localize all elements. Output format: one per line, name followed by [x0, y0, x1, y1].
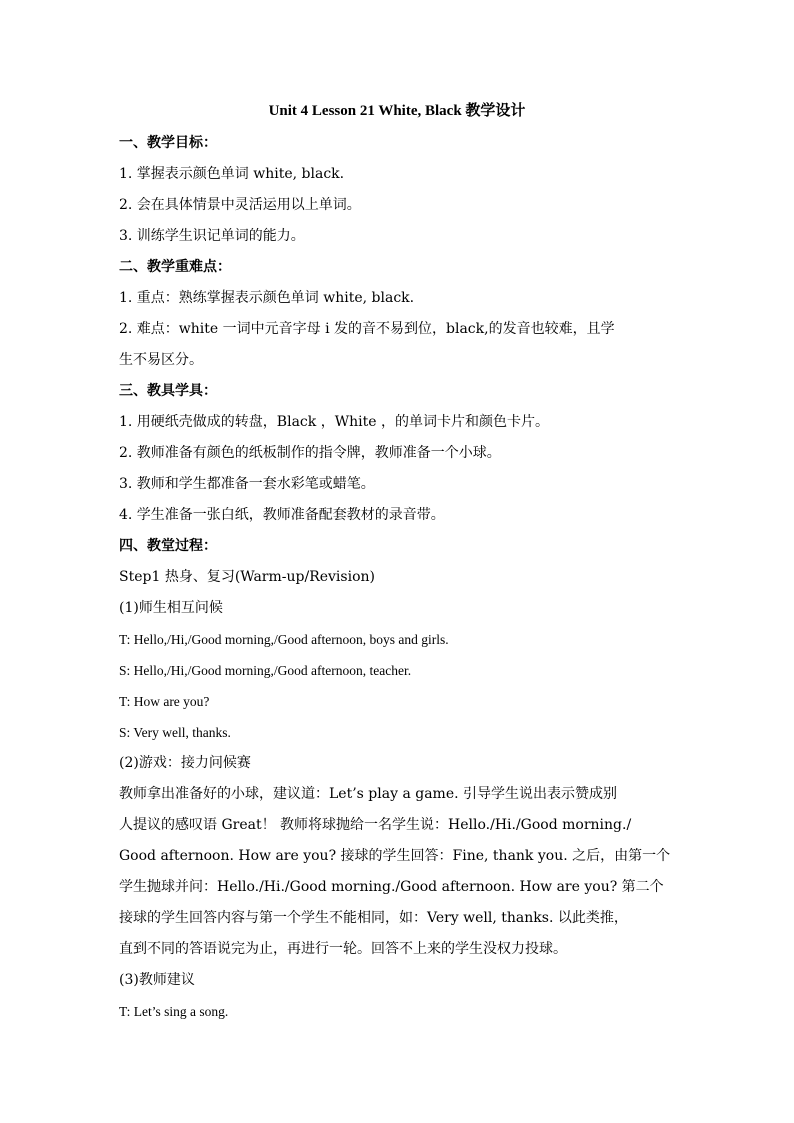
paragraph-line: Good afternoon. How are you? 接球的学生回答：Fine, thank you. 之后，由第一个: [119, 848, 671, 864]
paragraph-line: 接球的学生回答内容与第一个学生不能相同，如：Very well, thanks. 以此类推，: [119, 910, 628, 926]
material-item: 1. 用硬纸壳做成的转盘，Black ，White ，的单词卡片和颜色卡片。: [119, 414, 549, 430]
section-heading-key-points: 二、教学重难点：: [119, 259, 231, 275]
material-item: 3. 教师和学生都准备一套水彩笔或蜡笔。: [119, 476, 375, 492]
dialogue-line: T: How are you?: [119, 694, 210, 709]
key-point-item: 2. 难点：white 一词中元音字母 i 发的音不易到位，black,的发音也较难，且学: [119, 321, 615, 337]
sub-step-heading: (2)游戏：接力问候赛: [119, 755, 251, 771]
paragraph-line: 直到不同的答语说完为止，再进行一轮。回答不上来的学生没权力投球。: [119, 941, 567, 957]
material-item: 4. 学生准备一张白纸，教师准备配套教材的录音带。: [119, 507, 445, 523]
dialogue-line: T: Hello,/Hi,/Good morning,/Good afternoon, boys and girls.: [119, 632, 449, 647]
key-point-item: 1. 重点：熟练掌握表示颜色单词 white, black.: [119, 290, 415, 306]
paragraph-line: 教师拿出准备好的小球，建议道：Let’s play a game. 引导学生说出表示赞成别: [119, 786, 618, 802]
paragraph-line: 学生抛球并问：Hello./Hi./Good morning./Good afternoon. How are you? 第二个: [119, 879, 664, 895]
step-heading: Step1 热身、复习(Warm-up/Revision): [119, 569, 375, 585]
objective-item: 3. 训练学生识记单词的能力。: [119, 228, 305, 244]
dialogue-line: T: Let’s sing a song.: [119, 1004, 229, 1019]
sub-step-heading: (3)教师建议: [119, 972, 195, 988]
document-body: [119, 128, 679, 1027]
section-heading-objectives: 一、教学目标：: [119, 135, 217, 151]
section-heading-procedure: 四、教堂过程：: [119, 538, 217, 554]
paragraph-line: 人提议的感叹语 Great！ 教师将球抛给一名学生说：Hello./Hi./Good morning./: [119, 817, 632, 833]
key-point-item-continued: 生不易区分。: [119, 352, 203, 368]
sub-step-heading: (1)师生相互问候: [119, 600, 223, 616]
document-title: Unit 4 Lesson 21 White, Black 教学设计: [268, 103, 526, 119]
material-item: 2. 教师准备有颜色的纸板制作的指令牌，教师准备一个小球。: [119, 445, 501, 461]
objective-item: 2. 会在具体情景中灵活运用以上单词。: [119, 197, 361, 213]
section-heading-materials: 三、教具学具：: [119, 383, 217, 399]
objective-item: 1. 掌握表示颜色单词 white, black.: [119, 166, 345, 182]
dialogue-line: S: Very well, thanks.: [119, 725, 231, 740]
dialogue-line: S: Hello,/Hi,/Good morning,/Good afternoon, teacher.: [119, 663, 412, 678]
